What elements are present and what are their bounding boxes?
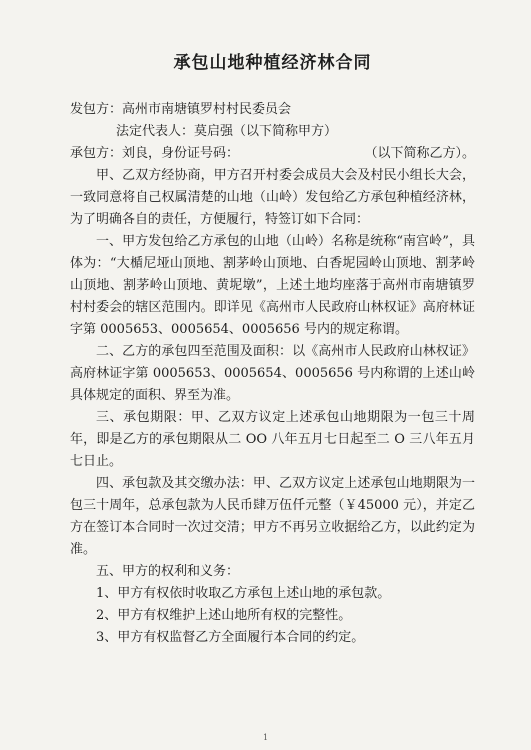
paragraph-clause-3: 三、承包期限：甲、乙双方议定上述承包山地期限为一包三十周年，即是乙方的承包期限从二 OO 八年五月七日起至二 O 三八年五月七日止。 — [70, 410, 475, 469]
paragraph-clause-1: 一、甲方发包给乙方承包的山地（山岭）名称是统称“南宫岭”，具体为：“大楯尼垭山顶地、割茅岭山顶地、白香坭园岭山顶地、割茅岭山顶地、割茅岭山顶地、黄坭墩”，上述土地均座落于高州市南塘镇罗村村委会的辖区范围内。即详见《高州市人民政府山林权证》高府林证字第 0005653、0005654、0005656 号内的规定称谓。 — [70, 234, 475, 337]
paragraph-clause-5-item-2: 2、甲方有权维护上述山地所有权的完整性。 — [96, 608, 352, 623]
page-number: 1 — [262, 733, 269, 742]
paragraph-clause-4: 四、承包款及其交缴办法：甲、乙双方议定上述承包山地期限为一包三十周年，总承包款为人民币肆万伍仟元整（￥45000 元），并定乙方在签订本合同时一次过交清；甲方不再另立收据给乙方，以此约定为准。 — [70, 476, 475, 557]
party-b-line — [70, 143, 475, 165]
paragraph-intro: 甲、乙双方经协商，甲方召开村委会成员大会及村民小组长大会，一致同意将自己权属清楚的山地（山岭）发包给乙方承包种植经济林，为了明确各自的责任，方便履行，特签订如下合同： — [70, 168, 475, 227]
party-a-line: 发包方：高州市南塘镇罗村村民委员会 — [70, 102, 292, 117]
party-b-name: 承包方：刘良，身份证号码： — [70, 146, 240, 161]
party-b-abbrev: （以下简称乙方）。 — [364, 146, 475, 161]
paragraph-clause-5-heading: 五、甲方的权利和义务： — [96, 564, 240, 579]
legal-representative-line: 法定代表人：莫启强（以下简称甲方） — [116, 124, 338, 139]
document-title: 承包山地种植经济林合同 — [173, 53, 372, 73]
paragraph-clause-2: 二、乙方的承包四至范围及面积：以《高州市人民政府山林权证》高府林证字第 0005653、0005654、0005656 号内称谓的上述山岭具体规定的面积、界至为准。 — [70, 344, 475, 403]
paragraph-clause-5-item-3: 3、甲方有权监督乙方全面履行本合同的约定。 — [96, 630, 365, 645]
paragraph-clause-5-item-1: 1、甲方有权依时收取乙方承包上述山地的承包款。 — [96, 586, 391, 601]
